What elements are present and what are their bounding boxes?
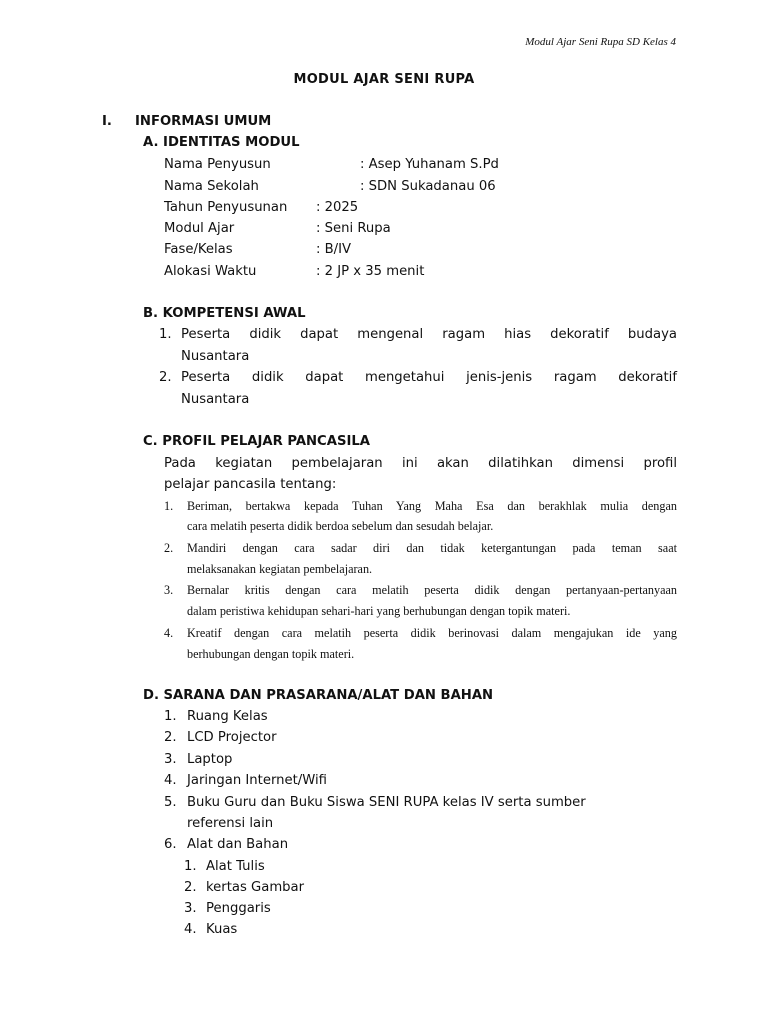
section-title: INFORMASI UMUM: [135, 114, 272, 129]
list-number: 5.: [164, 795, 177, 810]
sublist-number: 4.: [184, 922, 197, 937]
profil-intro: pelajar pancasila tentang:: [164, 477, 337, 492]
list-number: 3.: [164, 752, 177, 767]
list-item-text: Ruang Kelas: [187, 709, 268, 724]
list-item-text: Nusantara: [181, 349, 250, 364]
identitas-value: : Seni Rupa: [316, 221, 391, 236]
list-item-text: Nusantara: [181, 392, 250, 407]
sublist-number: 1.: [184, 859, 197, 874]
list-item-text: Bernalar kritis dengan cara melatih peserta didik dengan pertanyaan-pertanyaan: [187, 583, 677, 597]
list-item-text: Beriman, bertakwa kepada Tuhan Yang Maha Esa dan berakhlak mulia dengan: [187, 499, 677, 513]
identitas-value: : 2 JP x 35 menit: [316, 264, 425, 279]
list-item-text: referensi lain: [187, 816, 274, 831]
list-number: 2.: [164, 730, 177, 745]
list-number: 1.: [164, 709, 177, 724]
list-number: 4.: [164, 626, 174, 640]
sarana-heading: D. SARANA DAN PRASARANA/ALAT DAN BAHAN: [143, 688, 494, 703]
list-item-text: Mandiri dengan cara sadar diri dan tidak ketergantungan pada teman saat: [187, 541, 677, 555]
sublist-item-text: Alat Tulis: [206, 859, 265, 874]
identitas-label: Nama Sekolah: [164, 179, 259, 194]
list-number: 2.: [164, 541, 174, 555]
identitas-label: Tahun Penyusunan: [164, 200, 288, 215]
identitas-value: : B/IV: [316, 242, 352, 257]
list-item-text: Laptop: [187, 752, 233, 767]
sublist-number: 2.: [184, 880, 197, 895]
page-header: Modul Ajar Seni Rupa SD Kelas 4: [525, 36, 676, 48]
section-number: I.: [102, 114, 112, 129]
list-item-text: dalam peristiwa kehidupan sehari-hari yang berhubungan dengan topik materi.: [187, 604, 571, 618]
list-item-text: berhubungan dengan topik materi.: [187, 647, 355, 661]
identitas-value: : SDN Sukadanau 06: [360, 179, 496, 194]
list-item-text: Alat dan Bahan: [187, 837, 289, 852]
list-item-text: Peserta didik dapat mengenal ragam hias dekoratif budaya: [181, 327, 677, 342]
sublist-number: 3.: [184, 901, 197, 916]
identitas-value: : Asep Yuhanam S.Pd: [360, 157, 499, 172]
list-number: 3.: [164, 583, 174, 597]
kompetensi-heading: B. KOMPETENSI AWAL: [143, 306, 306, 321]
profil-intro: Pada kegiatan pembelajaran ini akan dilatihkan dimensi profil: [164, 456, 677, 471]
document-title: MODUL AJAR SENI RUPA: [293, 72, 475, 87]
list-item-text: cara melatih peserta didik berdoa sebelum dan sesudah belajar.: [187, 519, 494, 533]
list-number: 6.: [164, 837, 177, 852]
list-number: 1.: [159, 327, 172, 342]
list-item-text: Peserta didik dapat mengetahui jenis-jenis ragam dekoratif: [181, 370, 677, 385]
identitas-label: Modul Ajar: [164, 221, 235, 236]
list-item-text: Jaringan Internet/Wifi: [187, 773, 327, 788]
sublist-item-text: Penggaris: [206, 901, 271, 916]
identitas-label: Alokasi Waktu: [164, 264, 257, 279]
identitas-label: Nama Penyusun: [164, 157, 271, 172]
sublist-item-text: Kuas: [206, 922, 238, 937]
list-number: 2.: [159, 370, 172, 385]
list-item-text: LCD Projector: [187, 730, 277, 745]
identitas-value: : 2025: [316, 200, 359, 215]
sublist-item-text: kertas Gambar: [206, 880, 305, 895]
list-item-text: melaksanakan kegiatan pembelajaran.: [187, 562, 373, 576]
list-number: 4.: [164, 773, 177, 788]
identitas-label: Fase/Kelas: [164, 242, 233, 257]
profil-heading: C. PROFIL PELAJAR PANCASILA: [143, 434, 370, 449]
list-number: 1.: [164, 499, 174, 513]
list-item-text: Buku Guru dan Buku Siswa SENI RUPA kelas IV serta sumber: [187, 795, 586, 810]
list-item-text: Kreatif dengan cara melatih peserta didik berinovasi dalam mengajukan ide yang: [187, 626, 677, 640]
identitas-heading: A. IDENTITAS MODUL: [143, 135, 300, 150]
